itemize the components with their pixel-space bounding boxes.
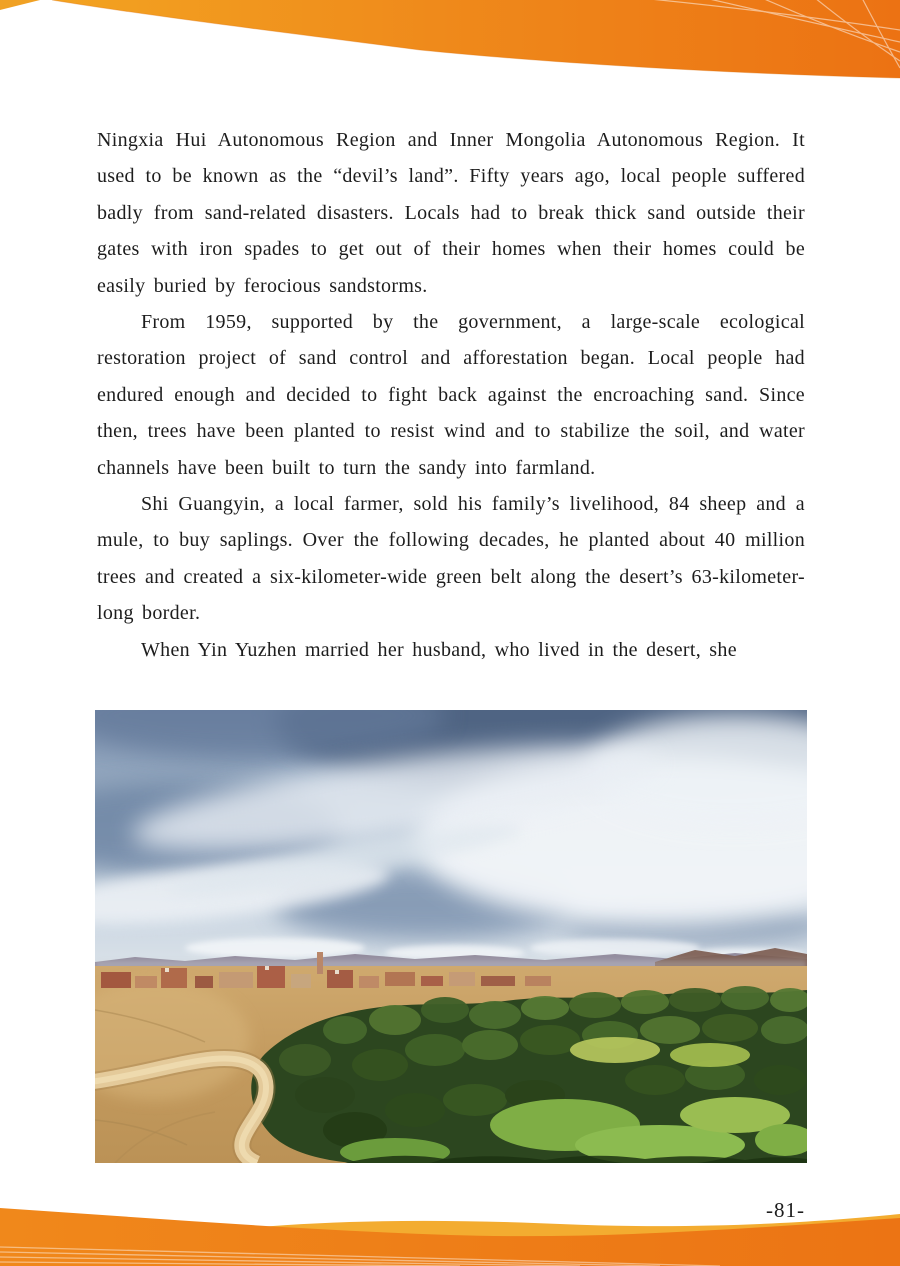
paragraph: Shi Guangyin, a local farmer, sold his family’s livelihood, 84 sheep and a mule, to buy saplings. Over the following decades, he planted about 40 million trees and created a six-kilometer-wide green belt along the desert’s 63-kilometer-long border. [97, 493, 805, 625]
paragraph: Ningxia Hui Autonomous Region and Inner Mongolia Autonomous Region. It used to be known as the “devil’s land”. Fifty years ago, local people suffered badly from sand-related disasters. Locals had to break thick sand outside their gates with iron spades to get out of their homes when their homes could be easily buried by ferocious sandstorms. [97, 129, 805, 297]
photo-desert-oasis [95, 710, 807, 1163]
paragraph: When Yin Yuzhen married her husband, who lived in the desert, she [141, 638, 737, 661]
page-number: -81- [766, 1198, 805, 1222]
footer-wave-decoration [0, 1186, 900, 1266]
article-text [97, 122, 805, 668]
header-wave-decoration [0, 0, 900, 92]
paragraph: From 1959, supported by the government, a large-scale ecological restoration project of sand control and afforestation began. Local people had endured enough and decided to fight back against the encroaching sand. Since then, trees have been planted to resist wind and to stabilize the soil, and water channels have been built to turn the sandy into farmland. [97, 311, 805, 479]
